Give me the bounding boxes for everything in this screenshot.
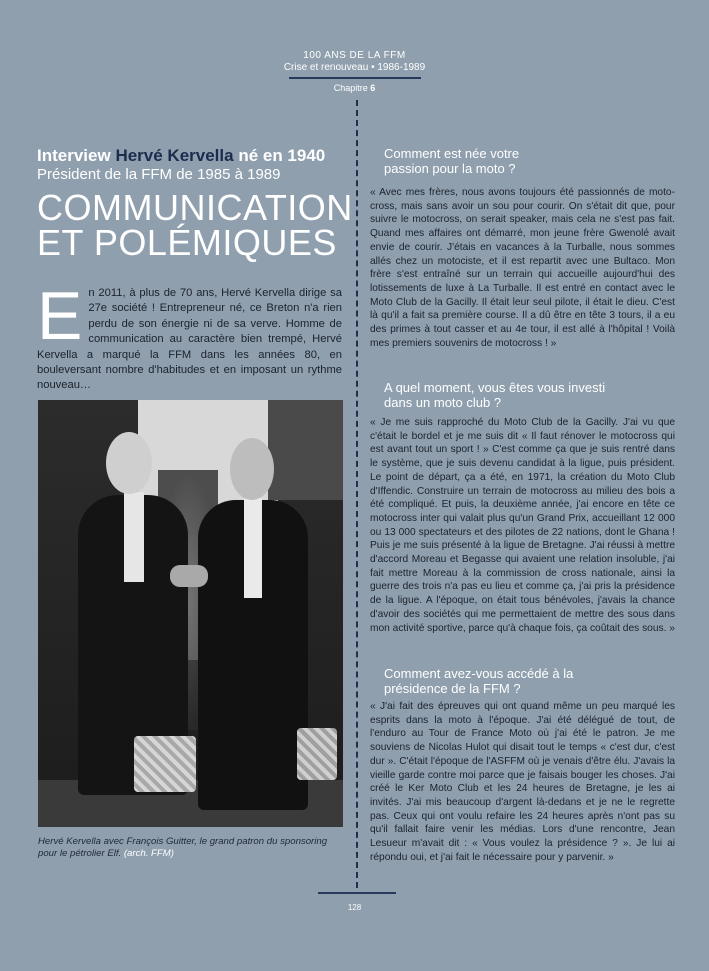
photo-man-right-shirt	[244, 498, 262, 598]
chapter-label	[0, 83, 709, 93]
question-1: Comment est née votre passion pour la moto ?	[384, 146, 520, 176]
page-header	[0, 50, 709, 93]
page-number: 128	[347, 903, 362, 912]
photo-basket-right	[297, 728, 337, 780]
photo-caption	[38, 836, 338, 859]
drop-cap: E	[37, 278, 83, 354]
chapter-number: 6	[370, 83, 376, 93]
answer-2: « Je me suis rapproché du Moto Club de la Gacilly. J'ai vu que c'était le bordel et je me suis dit « Il faut rénover le motocross qui est avant tout un sport ! » C'est comme ça que je suis rentré dans le système, que je suis devenu candidat à la ligue, puis président. Le point de départ, ça a été, en 1971, la création du Moto Club d'Iffendic. Construire un terrain de motocross au milieu des bois a été compliqué. Et puis, la deuxième année, j'ai encore en tête ce motocross inter qui valait plus qu'un Grand Prix, accueillant 12 000 ou 13 000 spectateurs et des pilotes de 22 nations, dont le Ghana ! Puis je me suis présenté à la ligue de Bretagne. J'ai réussi à mettre d'accord Moreau et Begasse qui avaient une relation insoluble, j'ai fait mettre Moreau à la commission de cross nationale, ainsi la guerre des trois n'a pas eu lieu et comme ça, j'ai pris la présidence de la ligue. A l'époque, on était tous bénévoles, j'avais la chance d'avoir des sociétés qui me permettaient de mettre des sous dans mon activité sportive, parce qu'à chaque fois, ça coûtait des sous. »	[370, 417, 675, 634]
birth-year: né en 1940	[238, 146, 326, 165]
series-title: 100 ANS DE LA FFM	[303, 50, 406, 61]
chapter-subtitle: Crise et renouveau • 1986-1989	[283, 62, 426, 73]
photo-man-left-shirt	[124, 492, 144, 582]
chapter-word: Chapitre	[333, 83, 368, 93]
photo-basket-left	[134, 736, 196, 792]
photo-handshake	[170, 565, 208, 587]
lead-text: n 2011, à plus de 70 ans, Hervé Kervella dirige sa 27e société ! Entrepreneur né, ce Breton n'a rien perdu de son énergie ni de sa verve. Homme de communication au caractère bien trempé, Hervé Kervella a marqué la FFM dans les années 80, en bouleversant nombre d'habitudes et en imposant un rythme nouveau…	[37, 287, 342, 392]
answer-3: « J'ai fait des épreuves qui ont quand même un peu marqué les esprits dans la moto à l'époque. J'ai été délégué de tout, de l'enduro au Tour de France Moto où j'ai été le patron. Je me souviens de Nicolas Hulot qui disait tout le temps « c'est dur, c'est dur ». C'était l'époque de l'ASFFM où je venais d'être élu. J'avais la vieille garde contre moi parce que je faisais bouger les choses. J'ai créé le Ker Moto Club et les 24 heures de Bretagne, je les ai invités. J'ai mis beaucoup d'argent là-dedans et je ne le regrette pas. Ceux qui ont voulu refaire les 24 heures après n'ont pas su qu'il fallait faire venir les médias. Lors d'une rencontre, Jean Lesueur m'avait dit : « Vous voulez la présidence ? ». Je lui ai répondu oui, et j'ai fait le nécessaire pour y parvenir. »	[370, 701, 675, 863]
article-intro	[37, 146, 353, 394]
interviewee-name: Hervé Kervella	[115, 146, 234, 165]
interview-word: Interview	[37, 146, 111, 165]
photo-credit: (arch. FFM)	[123, 847, 174, 859]
photo-man-left-head	[106, 432, 152, 494]
title-line-2: ET POLÉMIQUES	[37, 222, 337, 263]
interviewee-role: Président de la FFM de 1985 à 1989	[37, 166, 281, 183]
photo-man-right-head	[230, 438, 274, 500]
article-title	[37, 187, 353, 263]
question-3: Comment avez-vous accédé à la présidence de la FFM ?	[384, 666, 574, 696]
title-line-1: COMMUNICATION	[37, 187, 353, 228]
header-rule	[289, 77, 421, 79]
question-2: A quel moment, vous êtes vous investi dans un moto club ?	[384, 380, 606, 410]
interview-heading	[37, 146, 342, 166]
photo-wall-dark	[268, 400, 343, 500]
caption-text: Hervé Kervella avec François Guitter, le grand patron du sponsoring pour le pétrolier Elf.	[38, 836, 328, 859]
footer-rule	[318, 892, 396, 894]
lead-paragraph	[37, 278, 342, 394]
archive-photo	[38, 400, 343, 827]
answer-1: « Avec mes frères, nous avons toujours été passionnés de moto-cross, mais sans avoir un sou pour courir. On s'était dit que, pour suivre le motocross, on serait speaker, mais cela ne s'est pas fait. Quand mes affaires ont démarré, mon jeune frère Gwenolé avait envie de courir. J'étais en vacances à la Turballe, nous sommes allés chez un motociste, et il est repartit avec une Bultaco. Mon frère s'est entraîné sur un terrain qui accueille aujourd'hui des lotissements de luxe à La Turballe. Il est entré en contact avec le Moto Club de la Gacilly. Il était leur seul pilote, il était le dieu. C'est là qu'il a fait sa première course. Il a dû être en tête 3 tours, il a eu des primes à tout casser et au 4e tour, il est allé à l'hôpital ! Voilà mes premiers souvenirs de motocross ! »	[370, 187, 675, 349]
column-divider	[356, 100, 358, 888]
